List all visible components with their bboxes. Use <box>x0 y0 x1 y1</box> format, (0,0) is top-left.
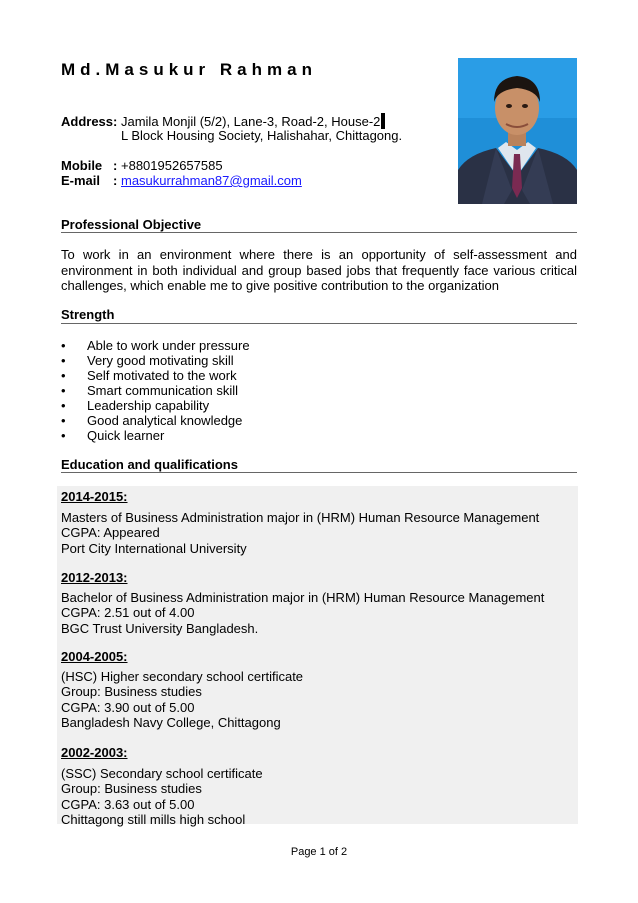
mobile-label: Mobile <box>61 158 103 173</box>
section-divider <box>61 323 577 324</box>
section-title-objective: Professional Objective <box>61 217 202 232</box>
bullet-icon: • <box>61 398 66 413</box>
education-line: (SSC) Secondary school certificate <box>61 766 263 781</box>
section-title-education: Education and qualifications <box>61 457 238 472</box>
bullet-icon: • <box>61 383 66 398</box>
education-entry <box>61 669 303 730</box>
bullet-icon: • <box>61 413 66 428</box>
section-divider <box>61 232 577 233</box>
education-line: CGPA: 3.63 out of 5.00 <box>61 796 195 812</box>
education-line: BGC Trust University Bangladesh. <box>61 620 259 636</box>
mobile-separator: : <box>113 158 118 173</box>
education-line: CGPA: Appeared <box>61 525 160 541</box>
education-year: 2014-2015: <box>61 489 128 504</box>
bullet-icon: • <box>61 338 66 353</box>
list-item <box>61 368 250 383</box>
email-label: E-mail <box>61 173 101 188</box>
address-label: Address: <box>61 114 118 129</box>
education-line: CGPA: 2.51 out of 4.00 <box>61 605 195 621</box>
section-divider <box>61 472 577 473</box>
education-line: Chittagong still mills high school <box>61 811 246 827</box>
address-line-2: L Block Housing Society, Halishahar, Chittagong. <box>121 128 403 143</box>
list-item <box>61 383 250 398</box>
education-year: 2012-2013: <box>61 570 128 585</box>
education-line: Group: Business studies <box>61 781 202 797</box>
section-title-strength: Strength <box>61 307 115 322</box>
list-item <box>61 413 250 428</box>
strength-item: Able to work under pressure <box>87 338 250 353</box>
strength-item: Quick learner <box>87 428 165 443</box>
bullet-icon: • <box>61 353 66 368</box>
address-text-1: Jamila Monjil (5/2), Lane-3, Road-2, House-2 <box>120 114 381 129</box>
education-entry <box>61 510 539 556</box>
education-entry <box>61 590 544 636</box>
education-line: CGPA: 3.90 out of 5.00 <box>61 699 195 715</box>
objective-text: To work in an environment where there is an opportunity of self-assessment and environment in both individual and group based jobs that frequently face various critical challenges, which enable me to give positive contribution to the organization <box>61 247 577 293</box>
education-line: Bachelor of Business Administration major in (HRM) Human Resource Management <box>61 590 545 605</box>
email-separator: : <box>113 173 118 188</box>
strength-list <box>61 338 250 443</box>
strength-item: Leadership capability <box>87 398 210 413</box>
strength-item: Very good motivating skill <box>87 353 234 368</box>
mobile-number: +8801952657585 <box>121 158 223 173</box>
education-line: Masters of Business Administration major in (HRM) Human Resource Management <box>61 510 540 525</box>
strength-item: Self motivated to the work <box>87 368 237 383</box>
education-line: Port City International University <box>61 540 247 556</box>
list-item <box>61 338 250 353</box>
text-cursor <box>381 113 385 129</box>
education-line: Group: Business studies <box>61 684 202 700</box>
profile-photo <box>458 58 577 204</box>
list-item <box>61 353 250 368</box>
list-item <box>61 398 250 413</box>
address-line-1 <box>61 113 385 129</box>
education-entry <box>61 766 263 827</box>
education-year: 2002-2003: <box>61 745 128 760</box>
portrait-image <box>458 58 577 204</box>
bullet-icon: • <box>61 368 66 383</box>
education-line: Bangladesh Navy College, Chittagong <box>61 714 281 730</box>
strength-item: Smart communication skill <box>87 383 238 398</box>
list-item <box>61 428 250 443</box>
education-year: 2004-2005: <box>61 649 128 664</box>
strength-item: Good analytical knowledge <box>87 413 243 428</box>
candidate-name: Md.Masukur Rahman <box>61 60 317 79</box>
page-number: Page 1 of 2 <box>290 846 348 858</box>
bullet-icon: • <box>61 428 66 443</box>
email-link[interactable]: masukurrahman87@gmail.com <box>121 173 302 188</box>
education-line: (HSC) Higher secondary school certificate <box>61 669 304 684</box>
